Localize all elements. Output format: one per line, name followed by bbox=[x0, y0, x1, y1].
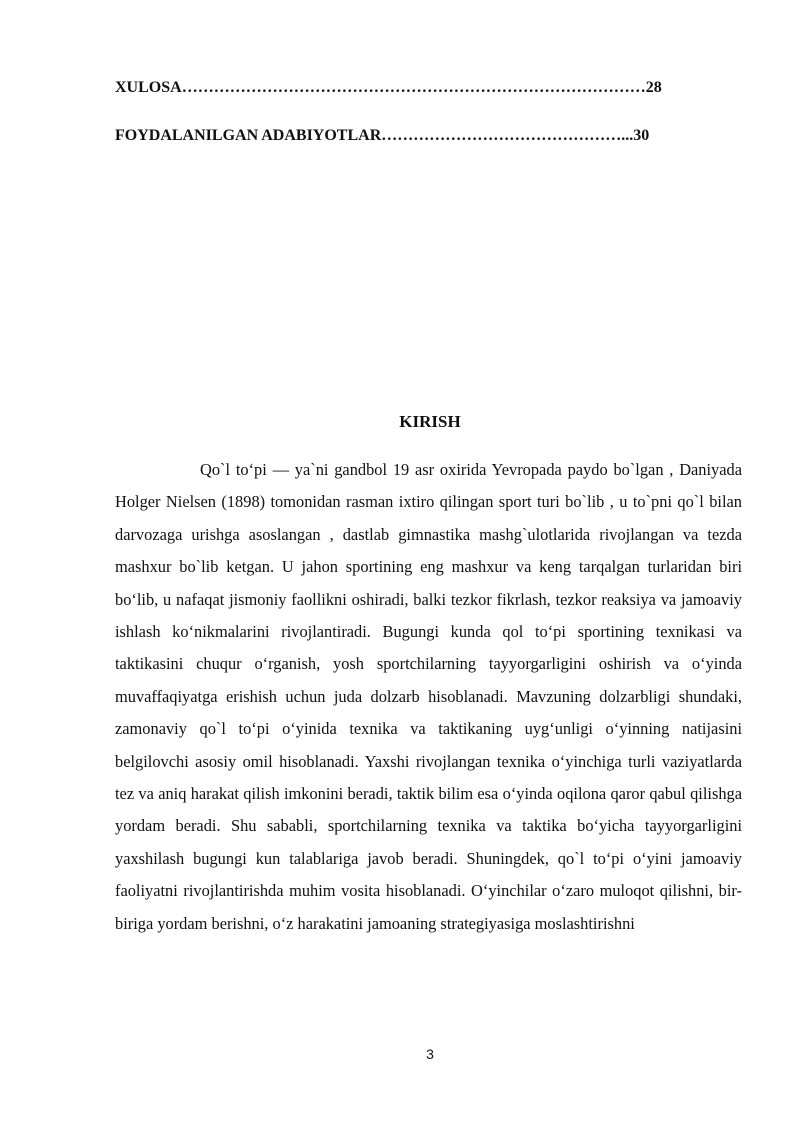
toc-entry-xulosa bbox=[115, 78, 743, 98]
page-number: 3 bbox=[426, 1046, 434, 1062]
toc-entry-page: 28 bbox=[645, 79, 662, 96]
toc-entry-foydalanilgan-adabiyotlar bbox=[115, 126, 743, 146]
toc-entry-title: XULOSA bbox=[115, 79, 182, 96]
toc-entry-title: FOYDALANILGAN ADABIYOTLAR bbox=[115, 127, 382, 144]
section-heading: KIRISH bbox=[399, 412, 461, 431]
toc-entry-page: .30 bbox=[629, 127, 650, 144]
toc-leader-dots: …………………………………………………………………………… bbox=[181, 79, 646, 96]
body-paragraph: Qo`l to‘pi — ya`ni gandbol 19 asr oxirida Yevropada paydo bo`lgan , Daniyada Holger Nielsen (1898) tomonidan rasman ixtiro qilingan sport turi bo`lib , u to`pni qo`l bilan darvozaga urishga asoslangan , dastlab gimnastika mashg`ulotlarida rivojlangan va tezda mashxur bo`lib ketgan. U jahon sportining eng mashxur va keng tarqalgan turlaridan biri bo‘lib, u nafaqat jismoniy faollikni oshiradi, balki tezkor fikrlash, tezkor reaksiya va jamoaviy ishlash ko‘nikmalarini rivojlantiradi. Bugungi kunda qol to‘pi sportining texnikasi va taktikasini chuqur o‘rganish, yosh sportchilarning tayyorgarligini oshirish va o‘yinda muvaffaqiyatga erishish uchun juda dolzarb hisoblanadi. Mavzuning dolzarbligi shundaki, zamonaviy qo`l to‘pi o‘yinida texnika va taktikaning uyg‘unligi o‘yinning natijasini belgilovchi asosiy omil hisoblanadi. Yaxshi rivojlangan texnika o‘yinchiga turli vaziyatlarda tez va aniq harakat qilish imkonini beradi, taktik bilim esa o‘yinda oqilona qaror qabul qilishga yordam beradi. Shu sababli, sportchilarning texnika va taktika bo‘yicha tayyorgarligini yaxshilash bugungi kun talablariga javob beradi. Shuningdek, qo`l to‘pi o‘yini jamoaviy faoliyatni rivojlantirishda muhim vosita hisoblanadi. O‘yinchilar o‘zaro muloqot qilishni, bir-biriga yordam berishni, o‘z harakatini jamoaning strategiyasiga moslashtirishni bbox=[115, 460, 742, 933]
toc-leader-dots: ……………………………………….. bbox=[381, 127, 630, 144]
